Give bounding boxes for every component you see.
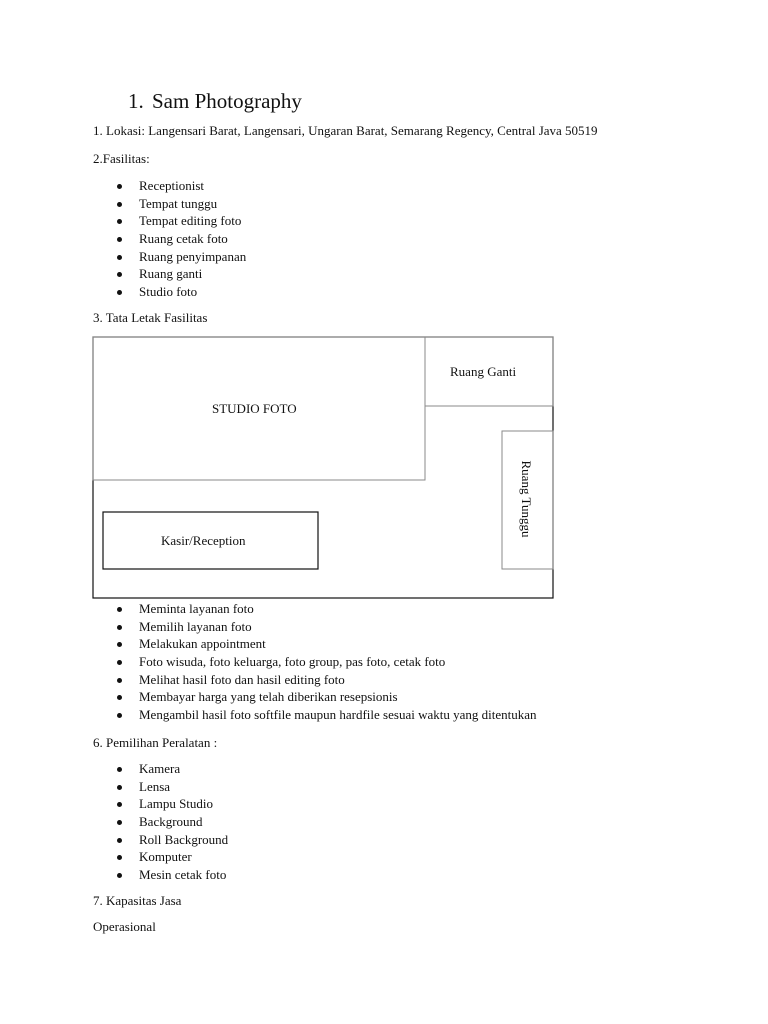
list-item — [93, 688, 537, 706]
bullet-icon — [117, 855, 122, 860]
list-item-text: Lensa — [139, 778, 171, 794]
list-item-text: Mengambil hasil foto softfile maupun hardfile sesuai waktu yang ditentukan — [139, 707, 537, 723]
peralatan-list — [93, 760, 228, 884]
list-item-text: Melihat hasil foto dan hasil editing foto — [139, 671, 345, 687]
list-item-text: Ruang cetak foto — [139, 231, 228, 247]
ruang-tunggu-label: Ruang Tunggu — [519, 460, 534, 538]
fasilitas-list — [93, 177, 246, 301]
title-number: 1. — [128, 89, 144, 113]
bullet-icon — [117, 660, 122, 665]
list-item-text: Tempat editing foto — [139, 213, 242, 229]
list-item — [93, 248, 246, 266]
list-item — [93, 195, 246, 213]
ruang-ganti-label: Ruang Ganti — [450, 364, 517, 379]
bullet-icon — [117, 767, 122, 772]
kasir-label: Kasir/Reception — [161, 533, 246, 548]
list-item-text: Membayar harga yang telah diberikan resepsionis — [139, 689, 398, 705]
list-item — [93, 265, 246, 283]
list-item-text: Melakukan appointment — [139, 636, 266, 652]
list-item-text: Roll Background — [139, 831, 229, 847]
list-item-text: Kamera — [139, 761, 181, 776]
bullet-icon — [117, 202, 122, 207]
list-item — [93, 866, 228, 884]
list-item — [93, 671, 537, 689]
bullet-icon — [117, 820, 122, 825]
bullet-icon — [117, 219, 122, 224]
aktivitas-list — [93, 600, 537, 724]
bullet-icon — [117, 678, 122, 683]
bullet-icon — [117, 255, 122, 260]
list-item — [93, 706, 537, 724]
list-item-text: Komputer — [139, 849, 192, 865]
list-item — [93, 177, 246, 195]
bullet-icon — [117, 607, 122, 612]
fasilitas-heading: 2.Fasilitas: — [93, 151, 150, 166]
bullet-icon — [117, 695, 122, 700]
bullet-icon — [117, 184, 122, 189]
list-item-text: Studio foto — [139, 284, 198, 300]
bullet-icon — [117, 713, 122, 718]
bullet-icon — [117, 785, 122, 790]
studio-foto-label: STUDIO FOTO — [212, 401, 297, 416]
list-item-text: Ruang ganti — [139, 266, 203, 282]
peralatan-heading: 6. Pemilihan Peralatan : — [93, 735, 218, 750]
list-item — [93, 618, 537, 636]
bullet-icon — [117, 272, 122, 277]
list-item-text: Lampu Studio — [139, 796, 214, 812]
list-item-text: Foto wisuda, foto keluarga, foto group, pas foto, cetak foto — [139, 654, 446, 670]
list-item — [93, 778, 228, 796]
list-item — [93, 760, 228, 778]
list-item — [93, 848, 228, 866]
list-item — [93, 600, 537, 618]
list-item — [93, 813, 228, 831]
kapasitas-heading: 7. Kapasitas Jasa — [93, 893, 182, 908]
list-item-text: Background — [139, 814, 203, 830]
title-text: Sam Photography — [152, 89, 302, 113]
bullet-icon — [117, 642, 122, 647]
list-item-text: Meminta layanan foto — [139, 601, 254, 616]
list-item-text: Tempat tunggu — [139, 195, 218, 211]
list-item — [93, 212, 246, 230]
list-item — [93, 653, 537, 671]
bullet-icon — [117, 237, 122, 242]
list-item-text: Mesin cetak foto — [139, 867, 227, 883]
bullet-icon — [117, 873, 122, 878]
bullet-icon — [117, 290, 122, 295]
list-item — [93, 795, 228, 813]
bullet-icon — [117, 838, 122, 843]
list-item — [93, 283, 246, 301]
bullet-icon — [117, 802, 122, 807]
list-item-text: Receptionist — [139, 178, 204, 193]
document-title — [128, 88, 302, 114]
list-item — [93, 635, 537, 653]
list-item — [93, 230, 246, 248]
bullet-icon — [117, 625, 122, 630]
list-item-text: Memilih layanan foto — [139, 618, 252, 634]
list-item-text: Ruang penyimpanan — [139, 248, 247, 264]
operasional-heading: Operasional — [93, 919, 156, 934]
lokasi-line: 1. Lokasi: Langensari Barat, Langensari, Ungaran Barat, Semarang Regency, Central Java 50519 — [93, 123, 598, 138]
tata-letak-heading: 3. Tata Letak Fasilitas — [93, 310, 208, 325]
list-item — [93, 831, 228, 849]
